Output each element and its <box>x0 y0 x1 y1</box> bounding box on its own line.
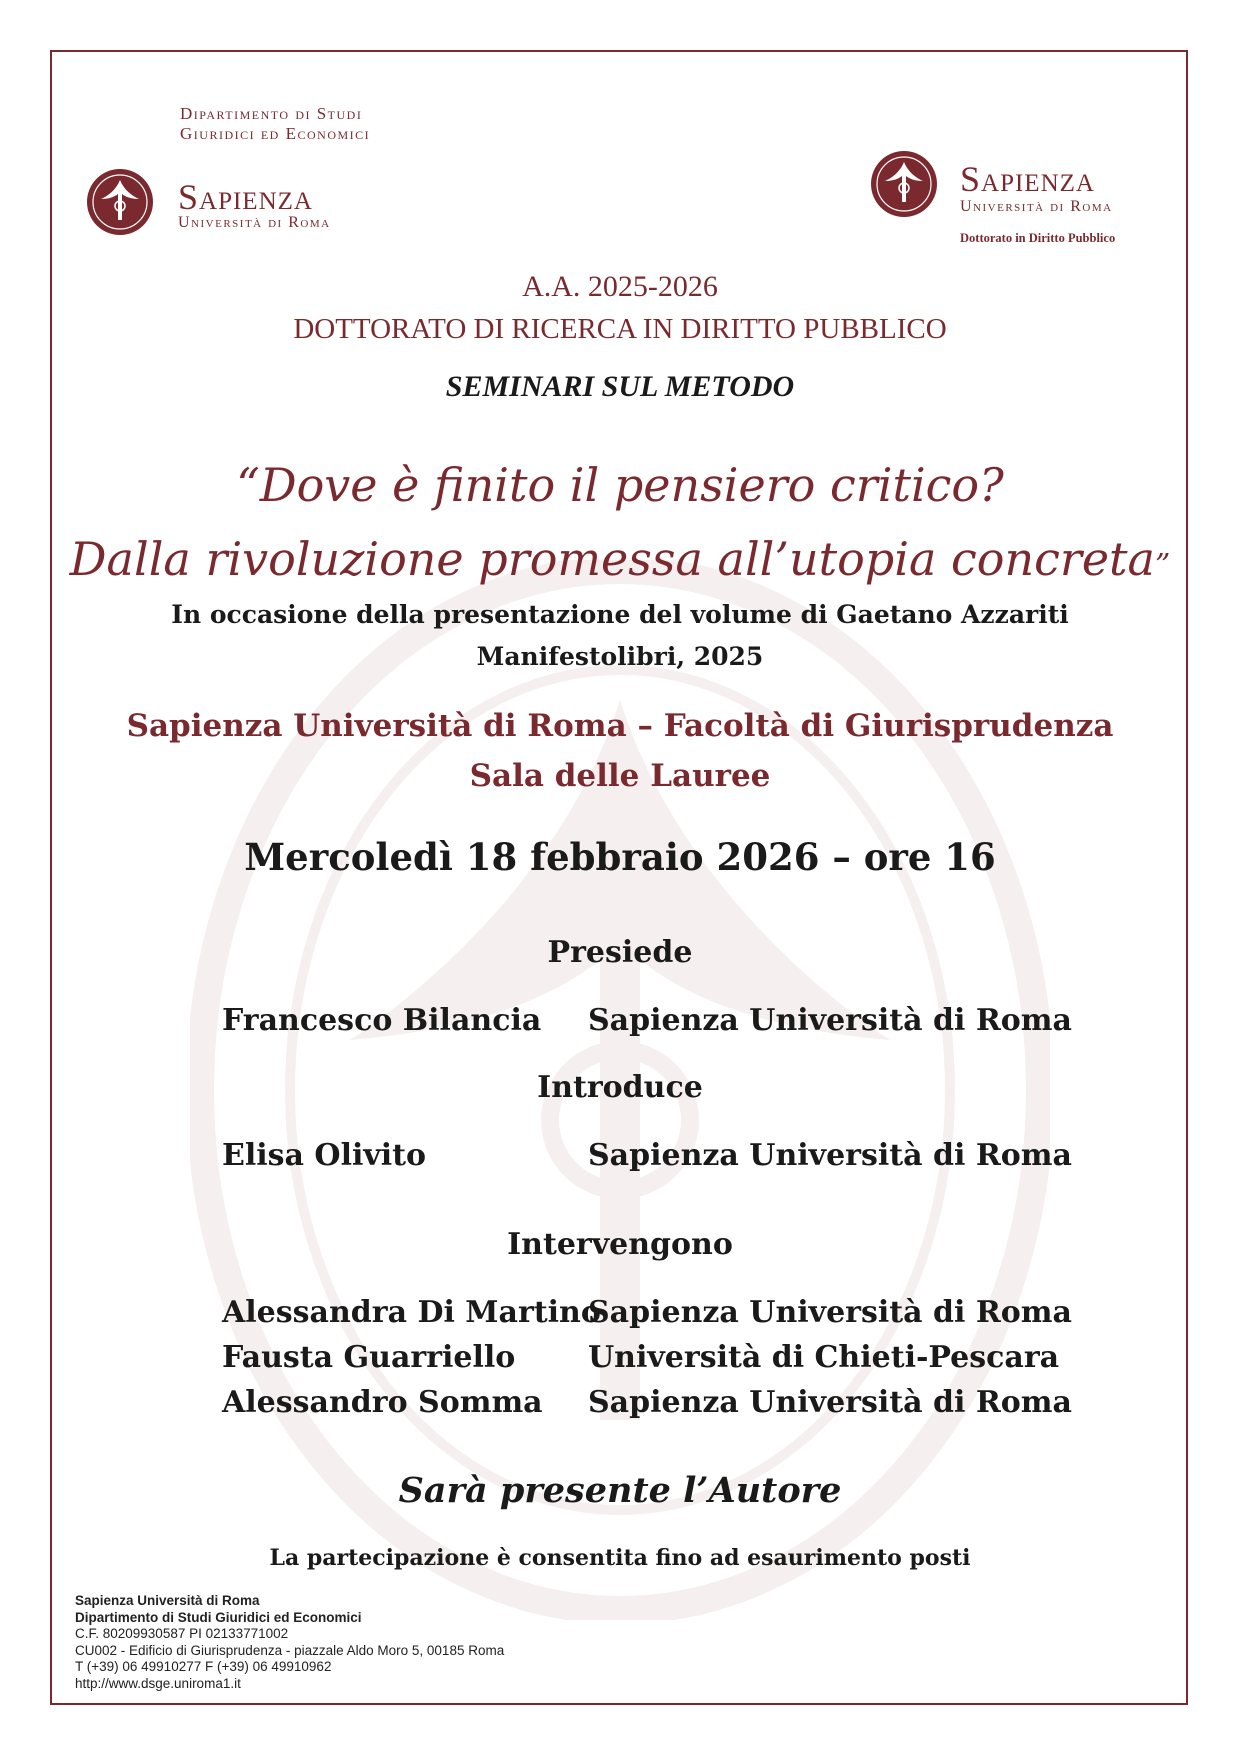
speaker-affiliation: Sapienza Università di Roma <box>588 1385 1072 1420</box>
quote-line-2-text: Dalla rivoluzione promessa all’utopia concreta <box>69 532 1155 586</box>
department-name <box>180 104 370 144</box>
left-brand-name: Sapienza <box>178 177 313 217</box>
left-brand-sub: Università di Roma <box>178 214 331 231</box>
department-line1: Dipartimento di Studi <box>180 104 363 123</box>
book-publisher: Manifestolibri, 2025 <box>476 642 764 671</box>
presiede-label: Presiede <box>547 935 693 970</box>
footer-fiscal: C.F. 80209930587 PI 02133771002 <box>75 1626 289 1641</box>
footer-address: CU002 - Edificio di Giurisprudenza - piazzale Aldo Moro 5, 00185 Roma <box>75 1642 505 1658</box>
footer-url[interactable]: http://www.dsge.uniroma1.it <box>75 1675 241 1691</box>
venue-line-1: Sapienza Università di Roma – Facoltà di Giurisprudenza <box>126 708 1114 744</box>
department-line2: Giuridici ed Economici <box>180 124 371 143</box>
footer-org: Sapienza Università di Roma <box>75 1593 260 1608</box>
intervengono-label: Intervengono <box>507 1227 733 1262</box>
venue-line-2: Sala delle Lauree <box>469 758 771 794</box>
quote-line-1: “Dove è finito il pensiero critico? <box>236 458 1004 512</box>
introduce-label: Introduce <box>537 1070 703 1105</box>
quote-line-2 <box>60 532 1180 586</box>
doctorate-title: DOTTORATO DI RICERCA IN DIRITTO PUBBLICO <box>293 313 947 345</box>
seminar-series: SEMINARI SUL METODO <box>445 370 795 403</box>
footer-contact <box>75 1593 504 1692</box>
speaker-name: Alessandra Di Martino <box>222 1295 601 1330</box>
footer-phone: T (+39) 06 49910277 F (+39) 06 49910962 <box>75 1659 332 1674</box>
quote-close-mark: ” <box>1154 548 1171 583</box>
speaker-name: Francesco Bilancia <box>222 1003 542 1038</box>
right-brand-sub: Università di Roma <box>960 198 1113 215</box>
event-date: Mercoledì 18 febbraio 2026 – ore 16 <box>244 835 996 879</box>
speaker-name: Alessandro Somma <box>222 1385 543 1420</box>
author-present-note: Sarà presente l’Autore <box>398 1470 842 1511</box>
book-occasion: In occasione della presentazione del volume di Gaetano Azzariti <box>171 600 1069 629</box>
speaker-affiliation: Sapienza Università di Roma <box>588 1295 1072 1330</box>
speaker-affiliation: Università di Chieti-Pescara <box>588 1340 1060 1375</box>
footer-dept: Dipartimento di Studi Giuridici ed Economici <box>75 1609 362 1625</box>
speaker-affiliation: Sapienza Università di Roma <box>588 1003 1072 1038</box>
sapienza-seal-left-icon <box>86 168 154 236</box>
sapienza-seal-right-icon <box>870 150 938 218</box>
academic-year: A.A. 2025-2026 <box>522 270 718 303</box>
right-brand-name: Sapienza <box>960 159 1095 199</box>
speaker-name: Fausta Guarriello <box>222 1340 516 1375</box>
participation-note: La partecipazione è consentita fino ad esaurimento posti <box>269 1545 971 1571</box>
right-program-label: Dottorato in Diritto Pubblico <box>960 231 1116 245</box>
speaker-affiliation: Sapienza Università di Roma <box>588 1138 1072 1173</box>
speaker-name: Elisa Olivito <box>222 1138 427 1173</box>
